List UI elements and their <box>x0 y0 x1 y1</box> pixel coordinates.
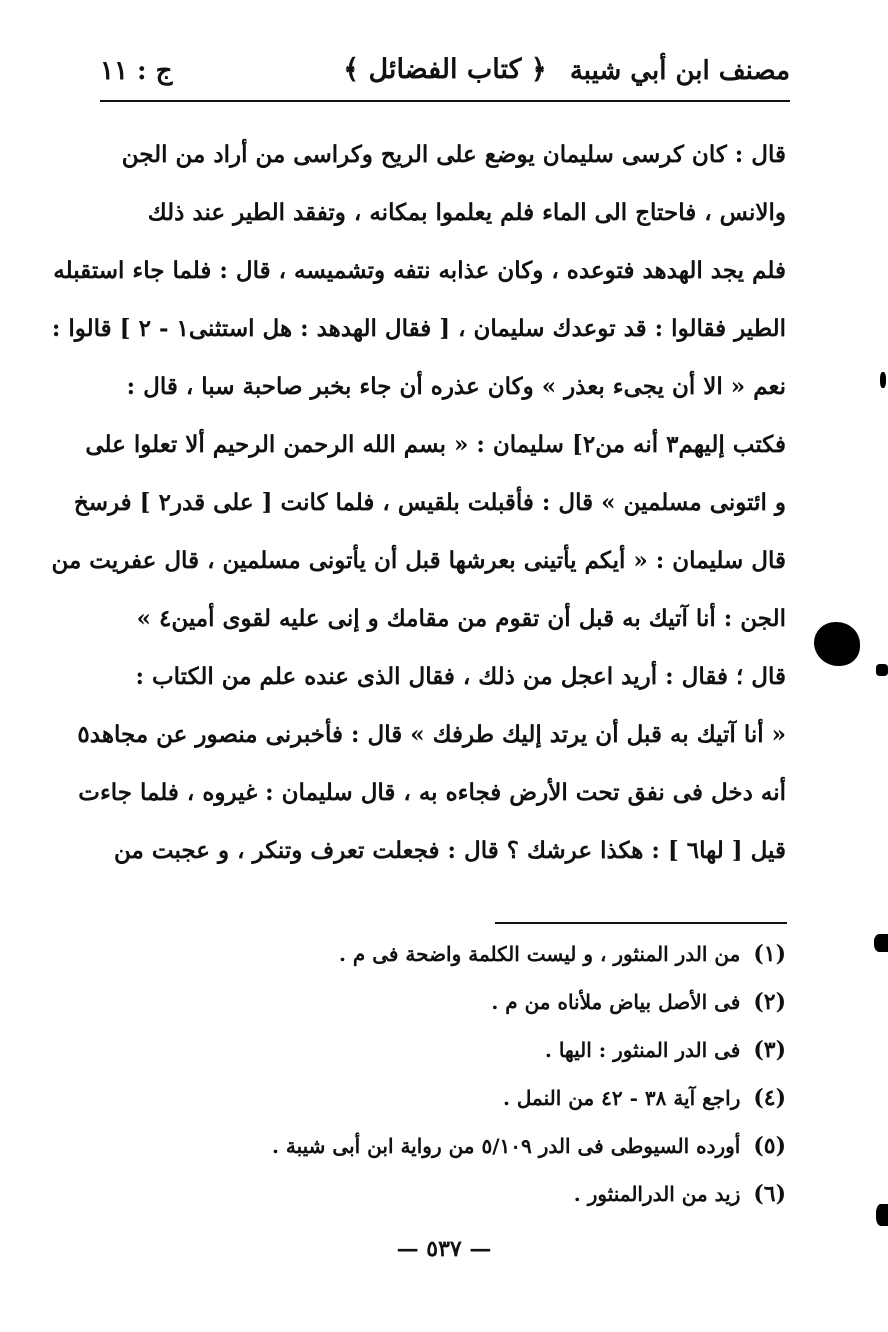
ink-blot <box>814 622 860 666</box>
footnote-number: (٢) <box>753 989 786 1015</box>
edge-mark <box>876 1204 888 1226</box>
text-line: قال : كان كرسى سليمان يوضع على الريح وكراسى من أراد من الجن <box>121 141 786 168</box>
header-rule <box>100 100 790 102</box>
page-header <box>100 52 790 96</box>
footnote <box>160 1026 786 1074</box>
footnote-text: من الدر المنثور ، و ليست الكلمة واضحة فى م . <box>338 942 741 966</box>
footnote <box>160 1074 786 1122</box>
footnote-text: فى الأصل بياض ملأناه من م . <box>491 990 741 1014</box>
text-line: والانس ، فاحتاج الى الماء فلم يعلموا بمكانه ، وتفقد الطير عند ذلك <box>147 199 786 226</box>
text-line: أنه دخل فى نفق تحت الأرض فجاءه به ، قال سليمان : غيروه ، فلما جاءت <box>78 779 786 806</box>
text-line: و ائتونى مسلمين » قال : فأقبلت بلقيس ، فلما كانت [ على قدر٢ ] فرسخ <box>73 489 786 516</box>
footnote-text: أورده السيوطى فى الدر ٥/١٠٩ من رواية ابن أبى شيبة . <box>271 1134 741 1158</box>
main-text <box>51 126 786 880</box>
page-number: — ٥٣٧ — <box>396 1236 492 1262</box>
footnote-number: (٦) <box>753 1181 786 1207</box>
footnote-text: فى الدر المنثور : اليها . <box>544 1038 741 1062</box>
text-line: فلم يجد الهدهد فتوعده ، وكان عذابه نتفه وتشميسه ، قال : فلما جاء استقبله <box>53 257 786 284</box>
footnote <box>160 978 786 1026</box>
footnote-rule <box>495 922 787 924</box>
text-line: قال سليمان : « أيكم يأتينى بعرشها قبل أن يأتونى مسلمين ، قال عفريت من <box>51 547 786 574</box>
footnote <box>160 1122 786 1170</box>
footnote <box>160 930 786 978</box>
text-line: نعم « الا أن يجىء بعذر » وكان عذره أن جاء بخبر صاحبة سبا ، قال : <box>126 373 786 400</box>
footnotes <box>160 930 786 1218</box>
edge-mark <box>874 934 888 952</box>
footnote-number: (١) <box>753 941 786 967</box>
footnote-number: (٣) <box>753 1037 786 1063</box>
text-line: فكتب إليهم٣ أنه من٢] سليمان : « بسم الله الرحمن الرحيم ألا تعلوا على <box>85 431 786 458</box>
chapter-title: ﴿ كتاب الفضائل ﴾ <box>343 54 547 85</box>
text-line: « أنا آتيك به قبل أن يرتد إليك طرفك » قال : فأخبرنى منصور عن مجاهد٥ <box>77 721 786 748</box>
footnote-number: (٤) <box>753 1085 786 1111</box>
footnote-number: (٥) <box>753 1133 786 1159</box>
footnote-text: زيد من الدرالمنثور . <box>573 1182 741 1206</box>
text-line: قيل [ لها٦ ] : هكذا عرشك ؟ قال : فجعلت تعرف وتنكر ، و عجبت من <box>114 837 786 864</box>
book-title: مصنف ابن أبي شيبة <box>569 56 790 86</box>
text-line: قال ؛ فقال : أريد اعجل من ذلك ، فقال الذى عنده علم من الكتاب : <box>135 663 786 690</box>
footnote <box>160 1170 786 1218</box>
text-line: الطير فقالوا : قد توعدك سليمان ، [ فقال الهدهد : هل استثنى١ - ٢ ] قالوا : <box>51 315 786 342</box>
edge-mark <box>880 372 886 388</box>
ink-speck <box>876 664 888 676</box>
text-line: الجن : أنا آتيك به قبل أن تقوم من مقامك و إنى عليه لقوى أمين٤ » <box>136 605 786 632</box>
volume-number: ج : ١١ <box>100 56 173 86</box>
footnote-text: راجع آية ٣٨ - ٤٢ من النمل . <box>502 1086 741 1110</box>
